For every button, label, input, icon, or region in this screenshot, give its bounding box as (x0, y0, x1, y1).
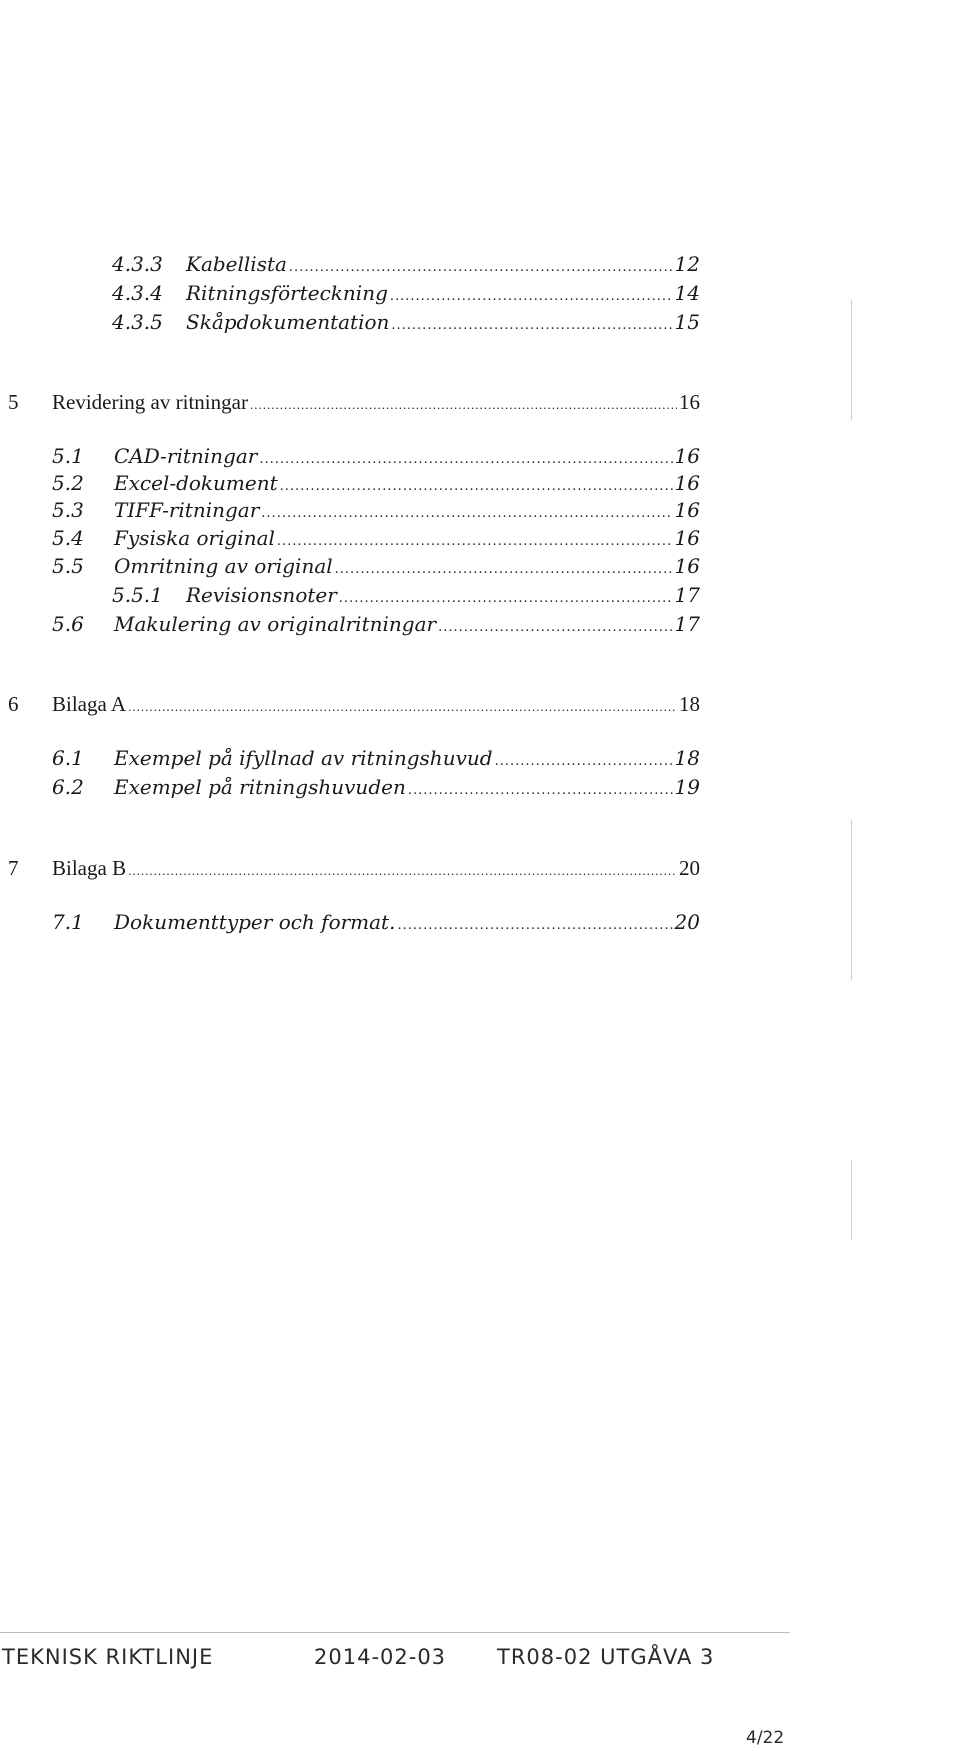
footer-date: 2014-02-03 (314, 1645, 447, 1669)
toc-entry-number: 7 (8, 856, 19, 880)
dot-leader (277, 526, 673, 550)
toc-entry-number: 5.6 (52, 612, 84, 636)
toc-entry-title: Skåpdokumentation (186, 310, 390, 334)
toc-entry[interactable] (52, 746, 700, 770)
toc-entry-page: 14 (674, 281, 700, 305)
dot-leader (391, 310, 672, 334)
toc-entry-page: 16 (674, 526, 700, 550)
toc-entry[interactable] (112, 252, 700, 276)
toc-entry-page: 20 (679, 856, 700, 880)
dot-leader (280, 471, 673, 495)
toc-entry-page: 16 (674, 471, 700, 495)
scan-artifact (851, 820, 852, 980)
toc-entry[interactable] (52, 910, 700, 934)
toc-entry-page: 17 (674, 583, 700, 607)
scan-artifact (851, 300, 852, 420)
toc-entry[interactable] (8, 390, 700, 415)
toc-entry-title: Ritningsförteckning (186, 281, 388, 305)
toc-entry-page: 19 (674, 775, 700, 799)
dot-leader (495, 746, 673, 770)
toc-entry-number: 5.4 (52, 526, 84, 550)
toc-entry-title: Dokumenttyper och format. (114, 910, 396, 934)
toc-entry-page: 18 (679, 692, 700, 716)
toc-entry-title: Excel-dokument (114, 471, 278, 495)
toc-entry-title: Omritning av original (114, 554, 333, 578)
toc-entry[interactable] (112, 281, 700, 305)
toc-entry-number: 4.3.4 (112, 281, 163, 305)
toc-entry[interactable] (52, 498, 700, 522)
toc-entry-number: 5.3 (52, 498, 84, 522)
dot-leader (128, 856, 677, 881)
dot-leader (250, 390, 677, 415)
toc-entry-title: Exempel på ritningshuvuden (114, 775, 406, 799)
toc-entry-title: Fysiska original (114, 526, 275, 550)
toc-entry[interactable] (52, 444, 700, 468)
toc-entry-number: 4.3.3 (112, 252, 163, 276)
scan-artifact (851, 1160, 852, 1240)
toc-entry-title: Exempel på ifyllnad av ritningshuvud (114, 746, 493, 770)
dot-leader (261, 498, 672, 522)
toc-entry-page: 16 (674, 498, 700, 522)
toc-entry[interactable] (52, 612, 700, 636)
toc-entry[interactable] (112, 310, 700, 334)
footer-doc-id: TR08-02 UTGÅVA 3 (497, 1645, 715, 1669)
toc-entry[interactable] (8, 692, 700, 717)
toc-entry[interactable] (52, 554, 700, 578)
toc-entry[interactable] (112, 583, 700, 607)
toc-entry[interactable] (52, 775, 700, 799)
toc-entry-page: 18 (674, 746, 700, 770)
toc-entry[interactable] (8, 856, 700, 881)
dot-leader (128, 692, 677, 717)
dot-leader (259, 444, 672, 468)
toc-entry-number: 6 (8, 692, 19, 716)
toc-entry-number: 5.1 (52, 444, 84, 468)
dot-leader (408, 775, 673, 799)
page-number: 4/22 (746, 1728, 785, 1748)
toc-entry-page: 15 (674, 310, 700, 334)
toc-entry-title: TIFF-ritningar (114, 498, 260, 522)
dot-leader (335, 554, 673, 578)
toc-entry-number: 5.5.1 (112, 583, 163, 607)
toc-entry-page: 16 (679, 390, 700, 414)
toc-entry-page: 12 (674, 252, 700, 276)
footer-divider (0, 1632, 790, 1633)
toc-entry[interactable] (52, 526, 700, 550)
toc-entry-page: 17 (674, 612, 700, 636)
toc-entry-title: Bilaga B (52, 856, 127, 880)
toc-entry-title: Bilaga A (52, 692, 127, 716)
toc-entry-page: 16 (674, 444, 700, 468)
toc-entry-number: 6.1 (52, 746, 84, 770)
toc-entry-title: Kabellista (186, 252, 287, 276)
dot-leader (390, 281, 673, 305)
toc-entry-number: 5 (8, 390, 19, 414)
toc-entry-page: 20 (674, 910, 700, 934)
dot-leader (397, 910, 672, 934)
dot-leader (339, 583, 673, 607)
toc-entry-number: 5.5 (52, 554, 84, 578)
toc-entry-page: 16 (674, 554, 700, 578)
toc-entry-title: CAD-ritningar (114, 444, 258, 468)
toc-entry-title: Makulering av originalritningar (114, 612, 437, 636)
toc-entry-title: Revisionsnoter (186, 583, 337, 607)
toc-entry-number: 6.2 (52, 775, 84, 799)
toc-entry[interactable] (52, 471, 700, 495)
footer-doc-type: TEKNISK RIKTLINJE (2, 1645, 214, 1669)
dot-leader (438, 612, 672, 636)
toc-entry-number: 5.2 (52, 471, 84, 495)
toc-entry-number: 4.3.5 (112, 310, 163, 334)
toc-entry-number: 7.1 (52, 910, 84, 934)
dot-leader (289, 252, 673, 276)
toc-entry-title: Revidering av ritningar (52, 390, 248, 414)
